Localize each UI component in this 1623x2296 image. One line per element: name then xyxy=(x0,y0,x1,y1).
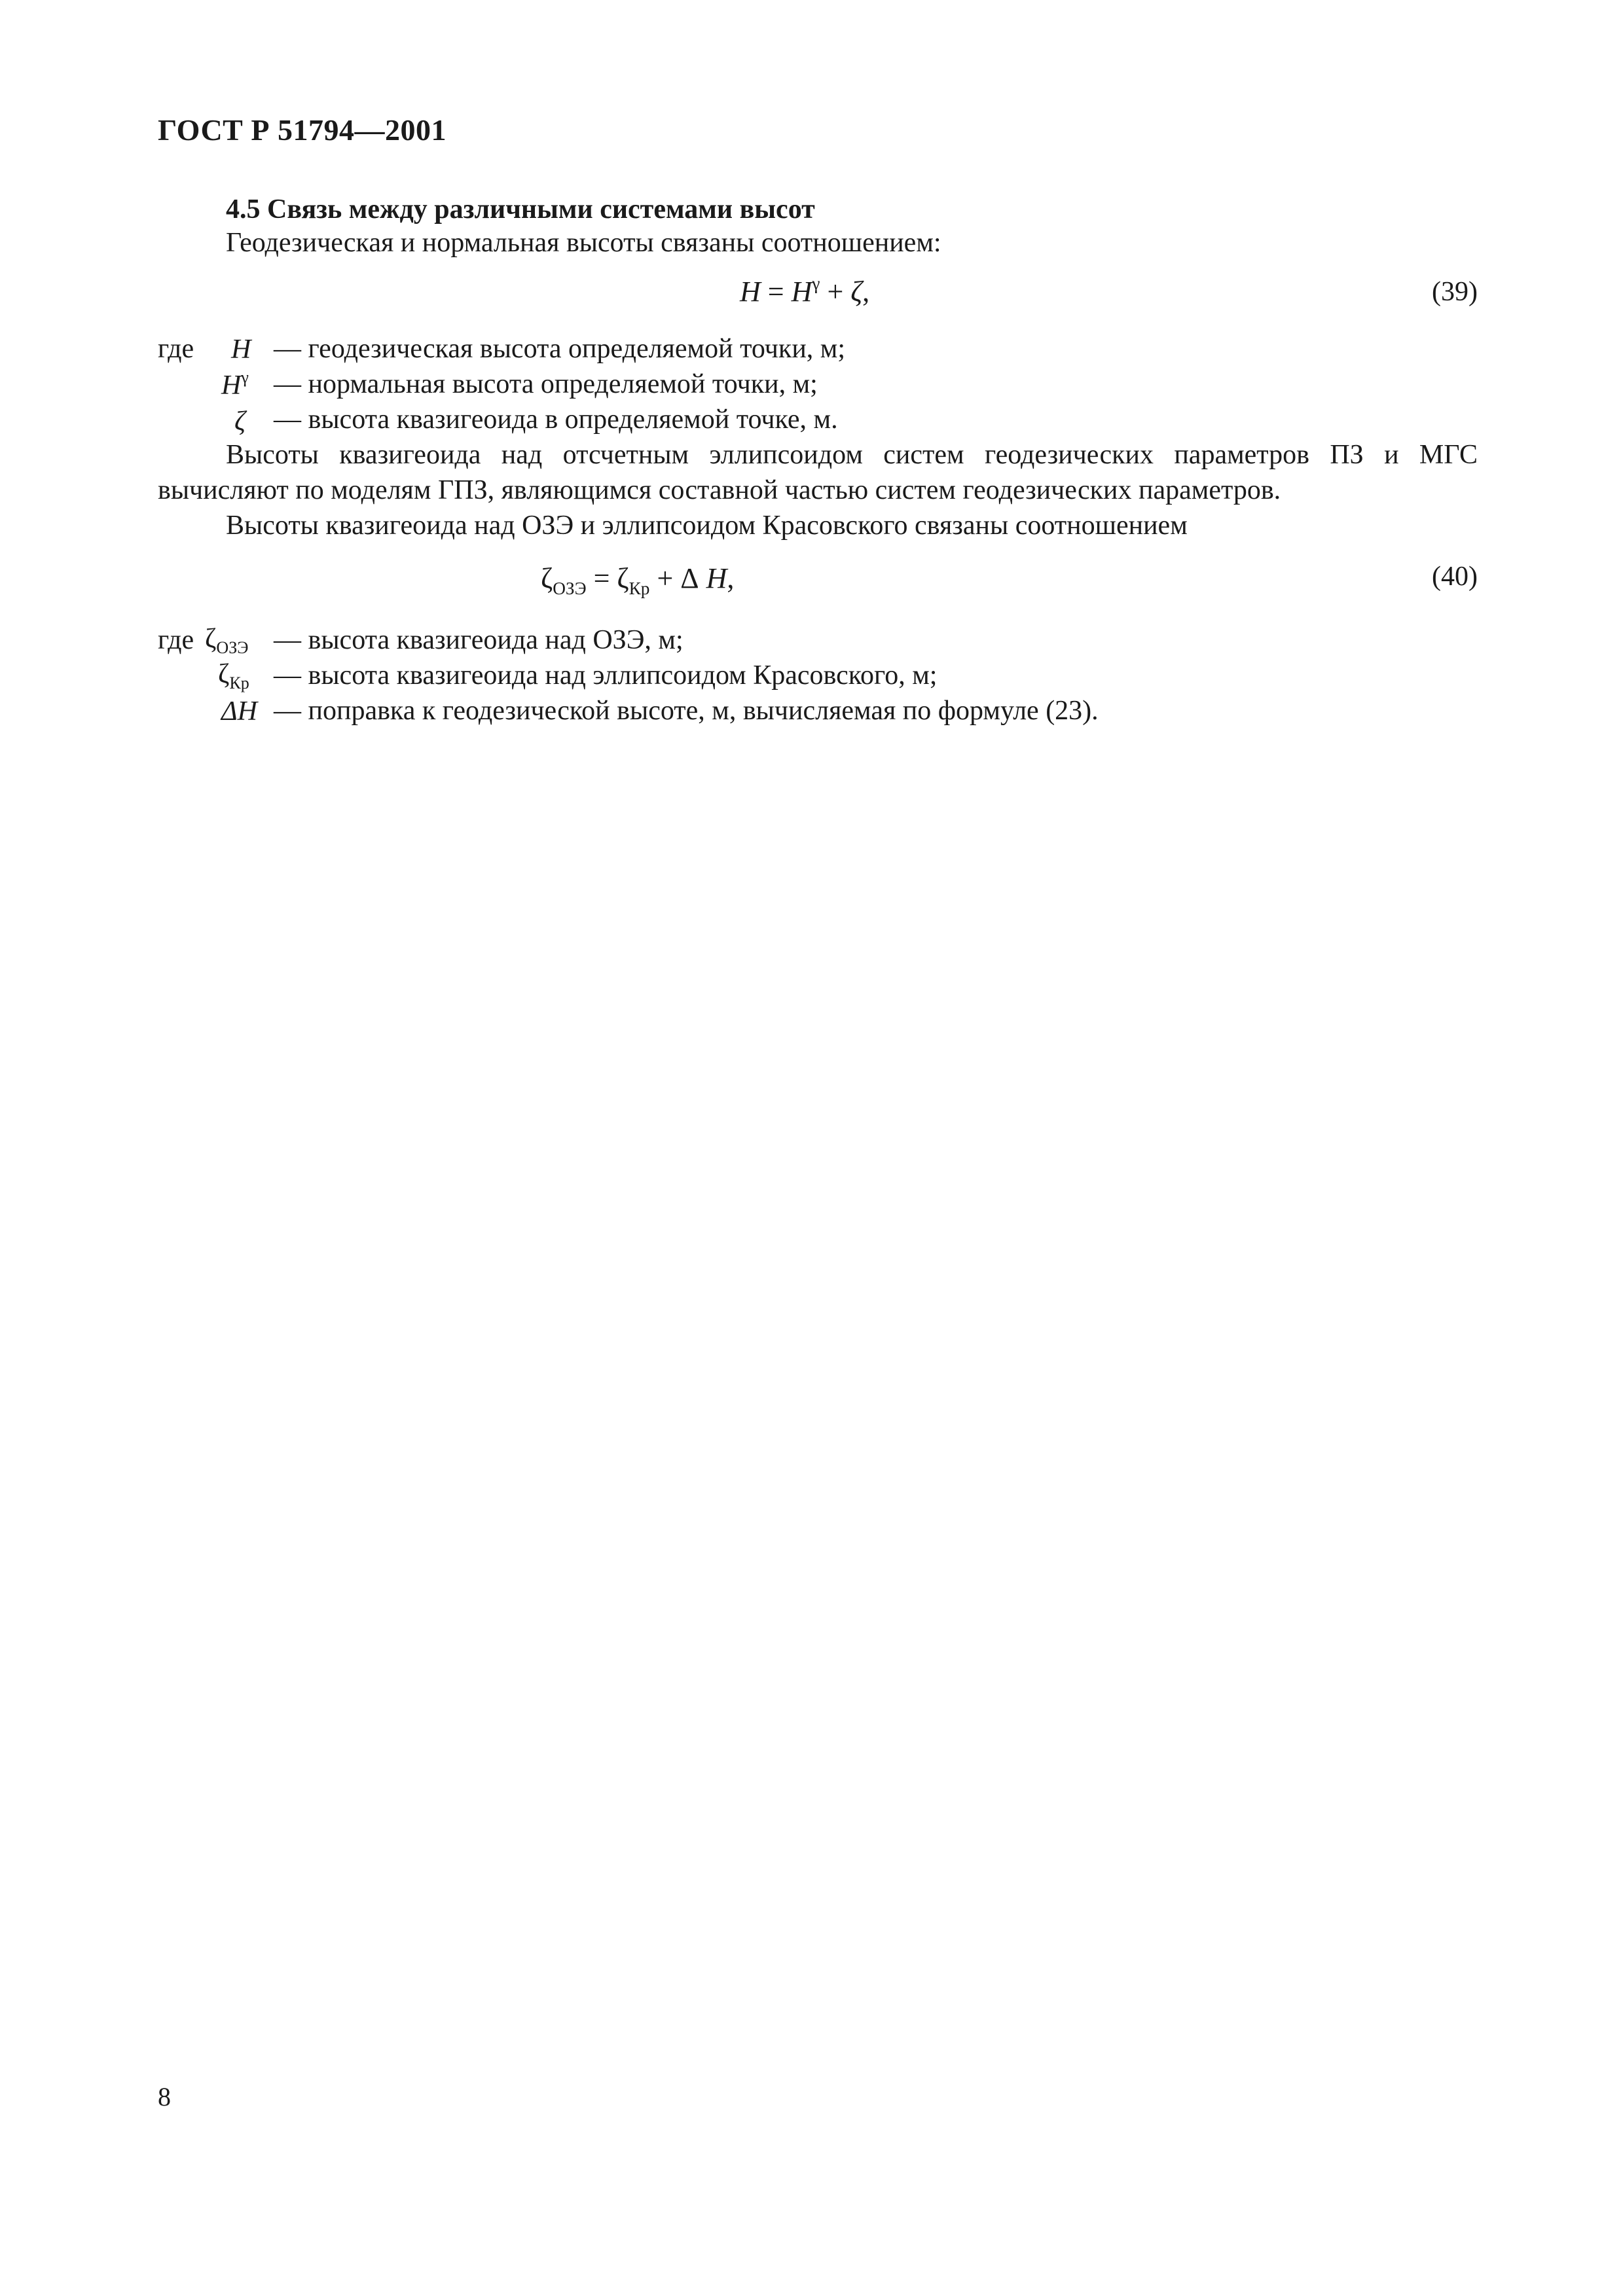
formula-40-tail: , xyxy=(727,562,735,594)
formula-40-eq: = xyxy=(593,562,610,594)
formula-39-eq: = xyxy=(767,276,784,308)
where2-symbol-zeta-oze xyxy=(205,623,249,658)
formula-39-gamma: γ xyxy=(812,274,820,294)
where2-desc-zeta-oze: — высота квазигеоида над ОЗЭ, м; xyxy=(274,625,684,655)
where2-symbol-zeta-kr-base: ζ xyxy=(218,659,230,689)
formula-40-zeta1: ζ xyxy=(541,562,553,594)
formula-39-plus: + xyxy=(827,276,844,308)
where1-desc-zeta: — высота квазигеоида в определяемой точке, м. xyxy=(274,404,838,435)
where-label-1: где xyxy=(158,334,194,364)
formula-39 xyxy=(740,275,869,308)
equation-number-39: (39) xyxy=(1432,277,1478,307)
where1-desc-h: — геодезическая высота определяемой точки, м; xyxy=(274,334,846,364)
where1-symbol-h: H xyxy=(231,334,251,365)
formula-39-zeta: ζ xyxy=(850,276,863,308)
where2-symbol-zeta-kr xyxy=(218,658,249,693)
paragraph-1-line-1: Высоты квазигеоида над отсчетным эллипсоидом систем геодезических параметров ПЗ и МГС xyxy=(226,440,1478,470)
section-title: 4.5 Связь между различными системами высот xyxy=(226,194,815,224)
formula-39-h: H xyxy=(791,276,812,308)
where1-desc-hgamma: — нормальная высота определяемой точки, м; xyxy=(274,369,818,399)
document-id-header: ГОСТ Р 51794—2001 xyxy=(158,113,447,147)
formula-40-delta: Δ xyxy=(680,562,699,594)
where1-symbol-hgamma xyxy=(221,370,249,401)
where1-symbol-hgamma-sup: γ xyxy=(241,368,249,387)
formula-40-zeta2: ζ xyxy=(617,562,629,594)
formula-40-sub2: Кр xyxy=(629,578,650,598)
formula-40-h: H xyxy=(706,562,727,594)
formula-40-plus: + xyxy=(657,562,674,594)
where1-symbol-zeta: ζ xyxy=(234,406,246,437)
formula-40-sub1: ОЗЭ xyxy=(553,578,587,598)
equation-number-40: (40) xyxy=(1432,562,1478,592)
where2-symbol-delta-h: ΔH xyxy=(221,696,257,726)
formula-39-lhs: H xyxy=(740,276,761,308)
where-label-2: где xyxy=(158,625,194,655)
where2-symbol-zeta-kr-sub: Кр xyxy=(229,673,249,693)
where1-symbol-hgamma-base: H xyxy=(221,370,242,401)
where2-symbol-zeta-oze-base: ζ xyxy=(205,624,217,654)
where2-desc-delta-h: — поправка к геодезической высоте, м, вычисляемая по формуле (23). xyxy=(274,696,1099,726)
formula-40 xyxy=(541,562,735,598)
page-number: 8 xyxy=(158,2082,171,2111)
paragraph-1-line-2: вычисляют по моделям ГПЗ, являющимся составной частью систем геодезических параметров. xyxy=(158,475,1281,505)
where2-symbol-zeta-oze-sub: ОЗЭ xyxy=(216,638,249,658)
paragraph-2: Высоты квазигеоида над ОЗЭ и эллипсоидом Красовского связаны соотношением xyxy=(226,511,1188,541)
section-intro: Геодезическая и нормальная высоты связаны соотношением: xyxy=(226,228,941,258)
formula-39-tail: , xyxy=(862,276,870,308)
where2-desc-zeta-kr: — высота квазигеоида над эллипсоидом Красовского, м; xyxy=(274,660,938,691)
